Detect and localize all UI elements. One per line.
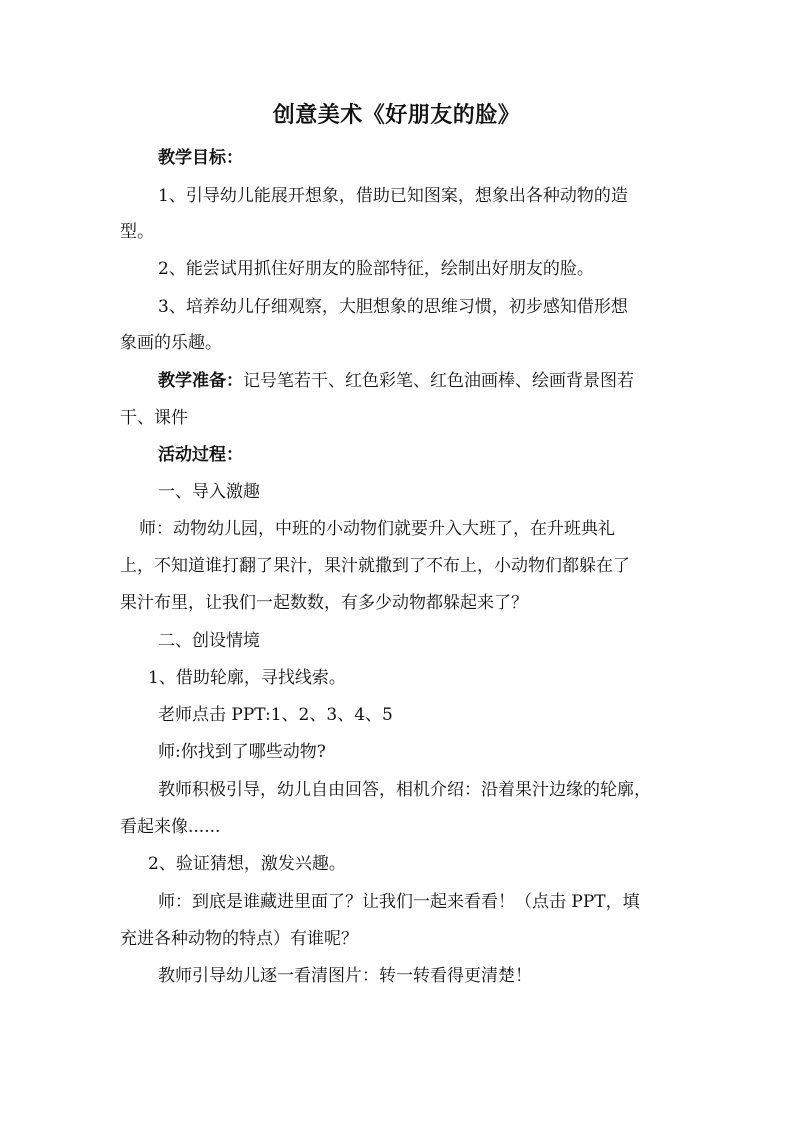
prep-line-2: 干、课件 — [120, 408, 188, 428]
prep-line-1 — [158, 369, 718, 393]
goal-1-line-1: 1、引导幼儿能展开想象，借助已知图案，想象出各种动物的造 — [158, 186, 628, 206]
sub-1-heading: 1、借助轮廓，寻找线索。 — [148, 668, 346, 688]
goals-heading: 教学目标： — [158, 148, 243, 168]
sub-1-ppt: 老师点击 PPT:1、2、3、4、5 — [158, 705, 393, 725]
sub-2-paragraph-line-2: 充进各种动物的特点）有谁呢？ — [120, 929, 358, 949]
page-title: 创意美术《好朋友的脸》 — [272, 102, 521, 128]
step-1-paragraph-line-2: 上，不知道谁打翻了果汁，果汁就撒到了不布上，小动物们都躲在了 — [120, 556, 630, 576]
goal-3-line-1: 3、培养幼儿仔细观察，大胆想象的思维习惯，初步感知借形想 — [158, 297, 628, 317]
sub-2-paragraph-line-1: 师：到底是谁藏进里面了？让我们一起来看看！（点击 PPT，填 — [158, 892, 640, 912]
sub-1-guide-line-1: 教师积极引导，幼儿自由回答，相机介绍：沿着果汁边缘的轮廓， — [158, 780, 651, 800]
goal-3-line-2: 象画的乐趣。 — [120, 333, 222, 353]
goal-1-line-2: 型。 — [120, 222, 154, 242]
prep-text: 记号笔若干、红色彩笔、红色油画棒、绘画背景图若 — [243, 371, 634, 391]
step-1-heading: 一、导入激趣 — [158, 482, 260, 502]
sub-2-guide: 教师引导幼儿逐一看清图片：转一转看得更清楚！ — [158, 966, 532, 986]
step-2-heading: 二、创设情境 — [158, 631, 260, 651]
process-heading: 活动过程： — [158, 445, 243, 465]
prep-label: 教学准备： — [158, 371, 243, 391]
sub-1-question: 师:你找到了哪些动物? — [158, 742, 326, 762]
step-1-paragraph-line-1: 师：动物幼儿园，中班的小动物们就要升入大班了，在升班典礼 — [139, 519, 615, 539]
sub-1-guide-line-2: 看起来像...... — [120, 817, 221, 837]
step-1-paragraph-line-3: 果汁布里，让我们一起数数，有多少动物都躲起来了？ — [120, 593, 528, 613]
sub-2-heading: 2、验证猜想，激发兴趣。 — [148, 854, 346, 874]
goal-2: 2、能尝试用抓住好朋友的脸部特征，绘制出好朋友的脸。 — [158, 259, 594, 279]
